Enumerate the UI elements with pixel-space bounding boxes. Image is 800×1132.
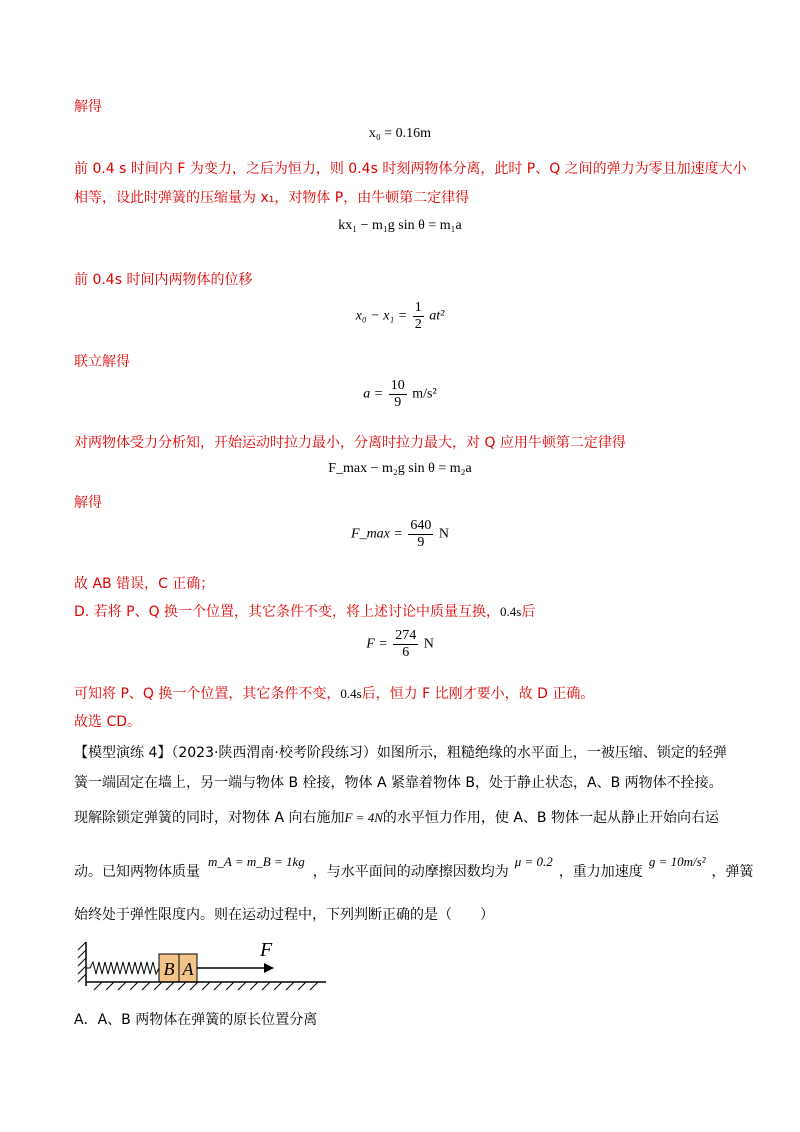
text-conclusion-ab: 故 AB 错误，C 正确； (74, 576, 215, 592)
eq4-denominator: 9 (394, 395, 402, 410)
label-b: B (163, 959, 175, 979)
eq6-fraction (408, 518, 433, 551)
text-jiede-1: 解得 (74, 99, 102, 115)
force-value: F = 4N (344, 810, 383, 825)
label-f: F (260, 939, 273, 961)
problem-paragraph-3 (74, 808, 719, 828)
text-paragraph-newton: 相等，设此时弹簧的压缩量为 x₁，对物体 P，由牛顿第二定律得 (74, 190, 470, 206)
ground-hatching (94, 982, 318, 990)
eq7-fraction (393, 628, 418, 661)
eq6-numerator: 640 (410, 518, 432, 533)
text-conclusion-d-part2: 后，恒力 F 比刚才要小，故 D 正确。 (361, 686, 595, 702)
problem-p4-part3: ，重力加速度 (558, 864, 643, 880)
problem-p4-part4: ，弹簧 (711, 864, 754, 880)
text-jiede-2: 解得 (74, 495, 102, 511)
option-a: A．A、B 两物体在弹簧的原长位置分离 (74, 1012, 318, 1028)
eq6-right: N (438, 526, 449, 542)
problem-p3-part2: 的水平恒力作用，使 A、B 物体一起从静止开始向右运 (382, 810, 719, 826)
eq4-left: a = (363, 386, 384, 402)
text-displacement: 前 0.4s 时间内两物体的位移 (74, 272, 253, 288)
eq6-left: F_max = (351, 526, 403, 542)
problem-p4-part1: 动。已知两物体质量 (74, 864, 200, 880)
eq7-right: N (423, 636, 434, 652)
eq3-left: x₀ − x₁ = (355, 308, 408, 324)
equation-f-value (0, 628, 800, 661)
eq7-numerator: 274 (395, 628, 417, 643)
problem-paragraph-1: 【模型演练 4】（2023·陕西渭南·校考阶段练习）如图所示，粗糙绝缘的水平面上，一被压缩、锁定的轻弹 (74, 745, 727, 761)
problem-paragraph-4 (74, 854, 754, 882)
eq4-numerator: 10 (390, 378, 405, 393)
eq6-denominator: 9 (417, 535, 425, 550)
eq3-denominator: 2 (414, 317, 422, 332)
text-paragraph-0.4s: 前 0.4 s 时间内 F 为变力，之后为恒力，则 0.4s 时刻两物体分离，此时 P、Q 之间的弹力为零且加速度大小 (74, 161, 747, 177)
eq3-fraction (413, 300, 424, 333)
text-conclusion-d (74, 684, 594, 704)
problem-p4-part2: ，与水平面间的动摩擦因数均为 (312, 864, 509, 880)
eq4-right: m/s² (412, 386, 437, 402)
problem-paragraph-2: 簧一端固定在墙上，另一端与物体 B 栓接，物体 A 紧靠着物体 B，处于静止状态，A、B 两物体不拴接。 (74, 775, 723, 791)
text-option-d-part1: D. 若将 P、Q 换一个位置，其它条件不变，将上述讨论中质量互换， (74, 604, 501, 620)
text-answer-cd: 故选 CD。 (74, 714, 142, 730)
wall-hatching (78, 942, 86, 982)
eq7-left: F = (366, 636, 388, 652)
equation-acceleration (0, 378, 800, 411)
text-lianli: 联立解得 (74, 354, 130, 370)
eq7-denominator: 6 (402, 645, 410, 660)
equation-x0: x₀ = 0.16m (368, 126, 432, 141)
spring (86, 962, 159, 974)
problem-paragraph-5: 始终处于弹性限度内。则在运动过程中，下列判断正确的是（ ） (74, 907, 494, 923)
text-force-analysis: 对两物体受力分析知，开始运动时拉力最小，分离时拉力最大，对 Q 应用牛顿第二定律得 (74, 435, 626, 451)
equation-fmax-value (0, 518, 800, 551)
time-0.4s: 0.4s (500, 604, 522, 619)
text-option-d (74, 602, 535, 622)
force-arrow-head (264, 963, 274, 973)
equation-displacement (0, 300, 800, 333)
problem-p3-part1: 现解除锁定弹簧的同时，对物体 A 向右施加 (74, 810, 345, 826)
equation-kx1: kx₁ − m₁g sin θ = m₁a (338, 218, 462, 233)
text-option-d-part2: 后 (521, 604, 536, 620)
eq3-right: at² (429, 308, 445, 324)
time-0.4s-2: 0.4s (340, 686, 362, 701)
eq3-numerator: 1 (414, 300, 422, 315)
label-a: A (182, 959, 194, 979)
spring-block-diagram (74, 938, 334, 993)
equation-fmax: F_max − m₂g sin θ = m₂a (328, 461, 472, 476)
mass-value: m_A = m_B = 1kg (208, 854, 305, 869)
gravity-value: g = 10m/s² (648, 854, 706, 869)
eq4-fraction (389, 378, 407, 411)
text-conclusion-d-part1: 可知将 P、Q 换一个位置，其它条件不变， (74, 686, 341, 702)
friction-value: μ = 0.2 (514, 854, 553, 869)
